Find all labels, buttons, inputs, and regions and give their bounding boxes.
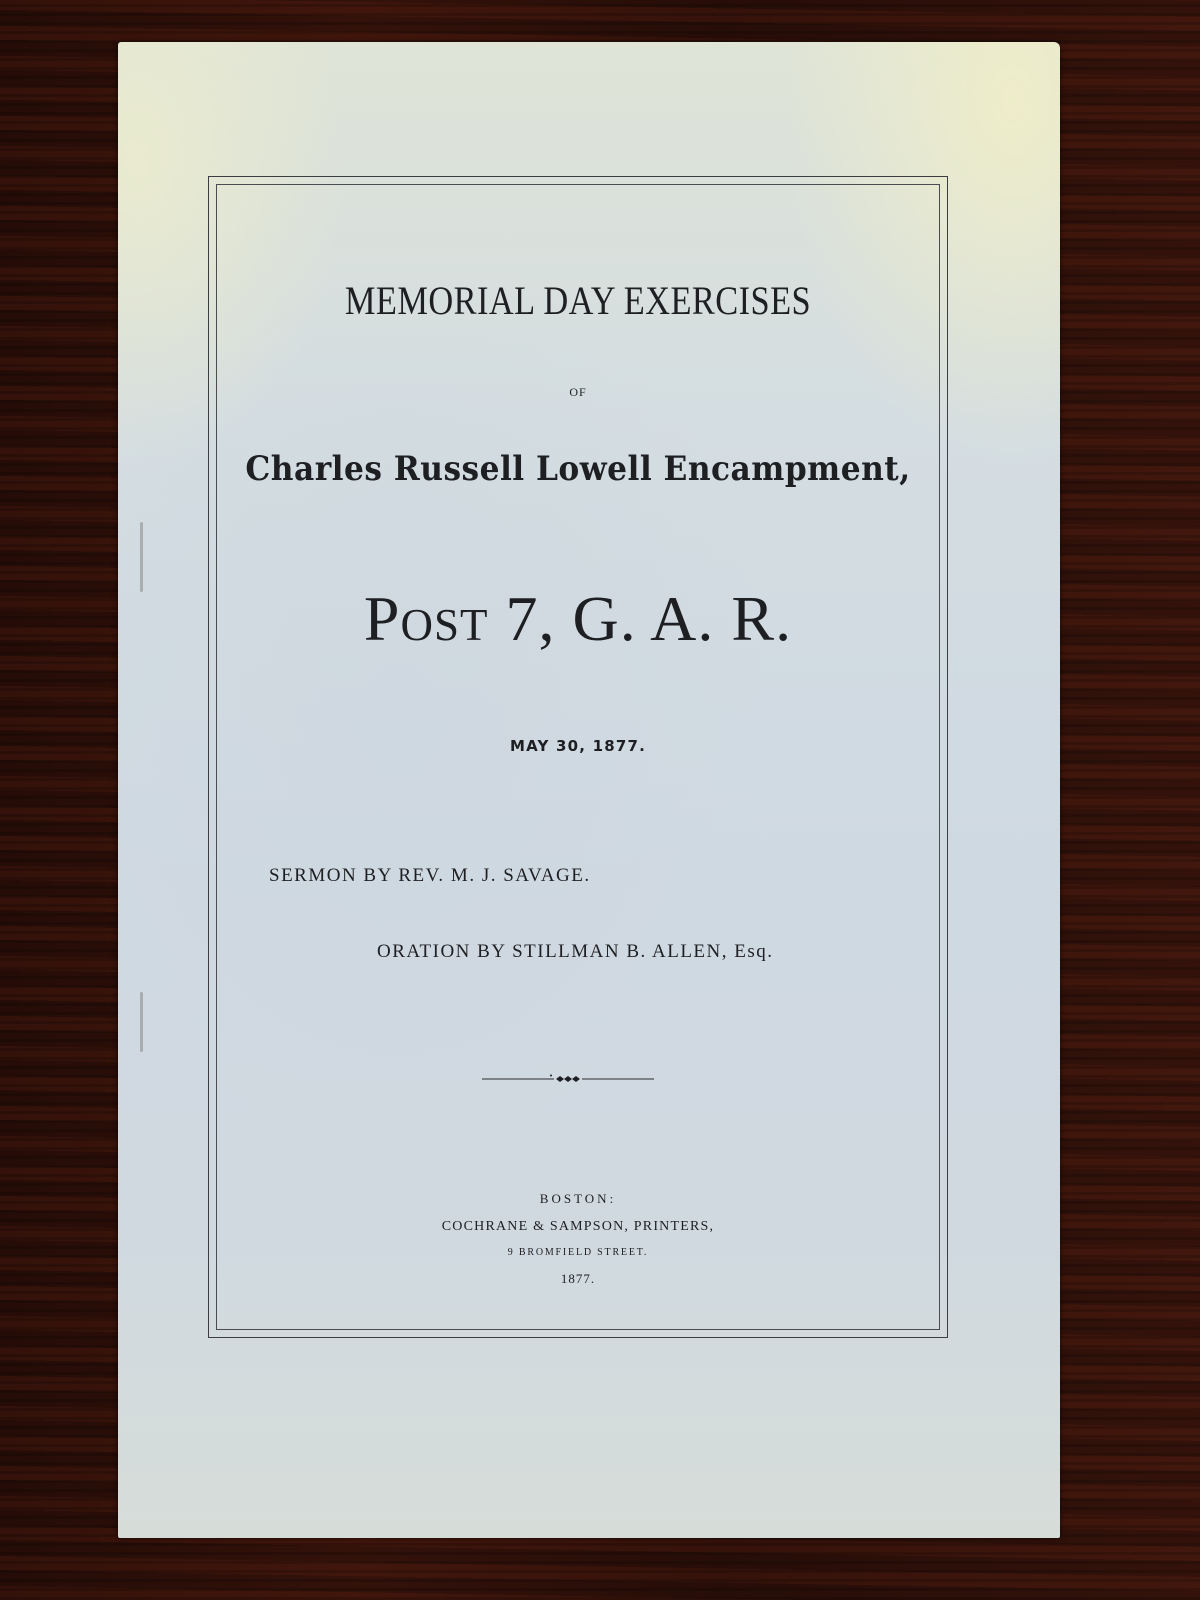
event-date: MAY 30, 1877. [509,737,647,755]
ornament-divider-icon [482,1074,654,1084]
imprint-year: 1877. [560,1271,596,1286]
post-name: Post 7, G. A. R. [363,583,793,654]
cover-of: OF [569,385,587,399]
pamphlet-cover [118,42,1060,1538]
staple-mark [140,992,143,1052]
imprint-street: 9 BROMFIELD STREET. [507,1247,649,1258]
staple-mark [140,522,143,592]
oration-credit: ORATION BY STILLMAN B. ALLEN, Esq. [377,941,774,962]
cover-title: MEMORIAL DAY EXERCISES [344,278,812,323]
imprint-city: BOSTON: [539,1191,617,1206]
double-rule-border [208,176,948,1338]
imprint-printers: COCHRANE & SAMPSON, PRINTERS, [441,1219,715,1234]
inner-rule-border [216,184,940,1330]
encampment-name: Charles Russell Lowell Encampment, [245,449,911,489]
sermon-credit: SERMON BY REV. M. J. SAVAGE. [269,865,591,886]
